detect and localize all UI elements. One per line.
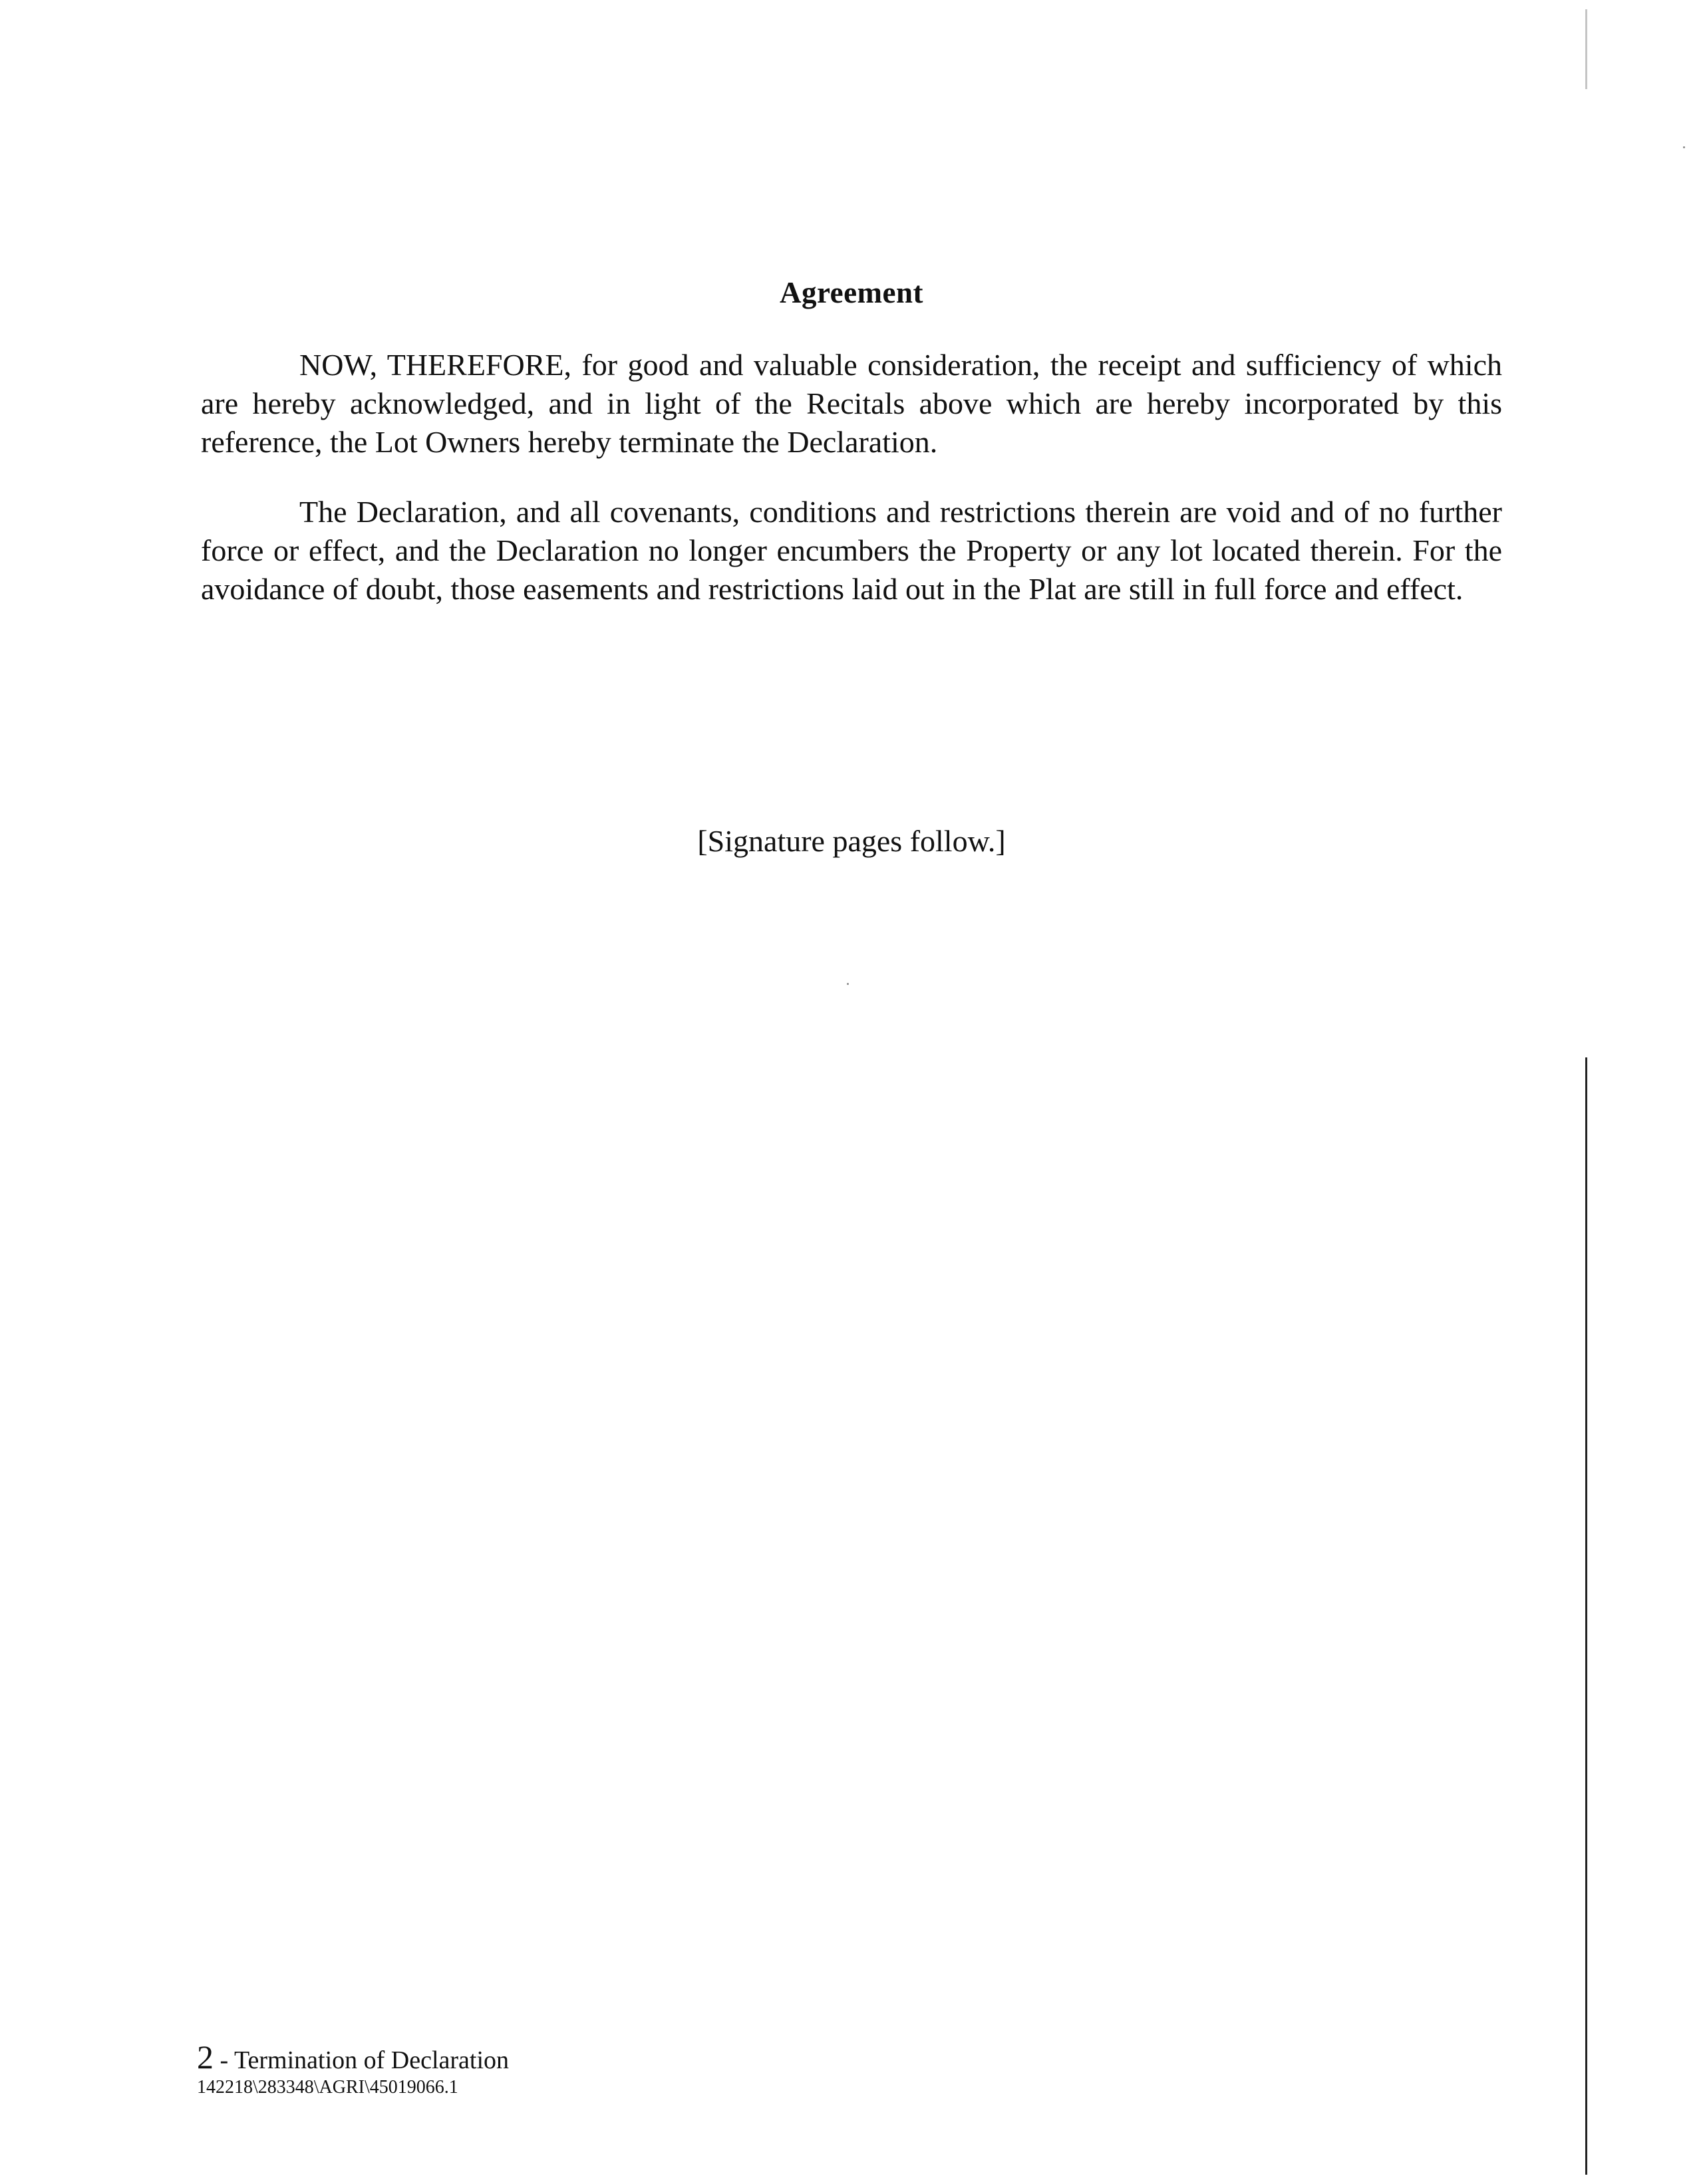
footer-title-line bbox=[197, 2038, 510, 2076]
scan-speck bbox=[847, 983, 849, 985]
paragraph-text: The Declaration, and all covenants, conditions and restrictions therein are void and of no further force or effect, and the Declaration no longer encumbers the Property or any lot located therein. For the avoidance of doubt, those easements and restrictions laid out in the Plat are still in full force and effect. bbox=[201, 495, 1502, 606]
signature-pages-note: [Signature pages follow.] bbox=[697, 824, 1006, 858]
paragraph-termination-effect bbox=[201, 493, 1502, 609]
scan-speck bbox=[1683, 146, 1685, 148]
page-number: 2 bbox=[197, 2038, 214, 2076]
agreement-heading: Agreement bbox=[779, 276, 924, 309]
scan-edge-line-top bbox=[1585, 9, 1587, 89]
paragraph-text: NOW, THEREFORE, for good and valuable consideration, the receipt and sufficiency of which are hereby acknowledged, and in light of the Recitals above which are hereby incorporated by this reference, the Lot Owners hereby terminate the Declaration. bbox=[201, 348, 1502, 459]
paragraph-consideration bbox=[201, 346, 1502, 462]
page-footer bbox=[197, 2038, 510, 2100]
scan-edge-line-bottom bbox=[1585, 1057, 1587, 2175]
footer-separator: - bbox=[214, 2046, 234, 2074]
footer-title: Termination of Declaration bbox=[233, 2046, 510, 2074]
document-id: 142218\283348\AGRI\45019066.1 bbox=[197, 2077, 458, 2098]
